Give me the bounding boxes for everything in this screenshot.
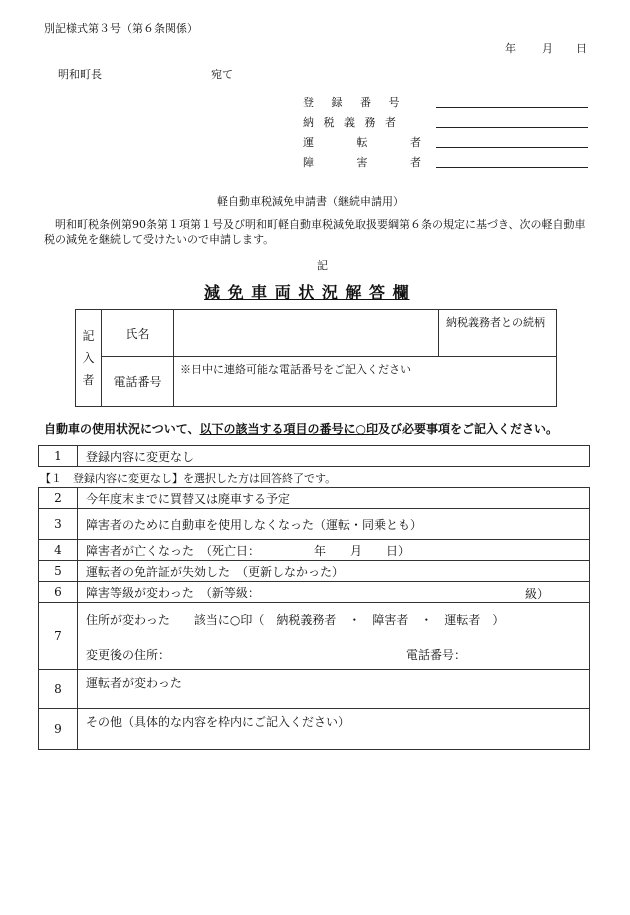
item-text-2: 今年度末までに買替又は廃車する予定 [78,488,590,509]
item-cell-7 [78,603,590,670]
date-day: 日 [576,42,587,55]
addressee-suffix: 宛て [211,68,233,81]
registration-number-field[interactable] [436,94,588,108]
item-row-6[interactable] [39,582,590,603]
recorder-side-char-3: 者 [82,373,95,387]
recorder-table [75,309,557,407]
item-number-4[interactable]: 4 [39,540,78,561]
instructions-underlined: 以下の該当する項目の番号に○印 [199,422,379,436]
applicant-label-registration: 登 録 番 号 [303,96,400,109]
applicant-label-disabled: 障 害 者 [303,156,421,169]
recorder-side-char-1: 記 [82,329,95,343]
phone-input-cell[interactable]: ※日中に連絡可能な電話番号をご記入ください [174,357,557,407]
item-number-2[interactable]: 2 [39,488,78,509]
item-row-2[interactable] [39,488,590,509]
instructions-before: 自動車の使用状況について、 [44,422,200,436]
recorder-side-char-2: 入 [82,351,95,365]
name-input-cell[interactable] [174,310,439,357]
applicant-label-taxpayer: 納 税 義 務 者 [303,116,396,129]
name-label: 氏名 [102,310,174,357]
applicant-label-driver: 運 転 者 [303,136,421,149]
instructions-after: 及び必要事項をご記入ください。 [378,422,559,436]
intro-text: 明和町税条例第90条第１項第１号及び明和町軽自動車税減免取扱要綱第６条の規定に基づき、次の軽自動車税の減免を継続して受けたいので申請します。 [44,218,586,246]
item-row-3[interactable] [39,509,590,540]
item-text-9[interactable]: その他（具体的な内容を枠内にご記入ください） [78,709,590,750]
recorder-side-label [76,310,102,407]
item-text-6: 障害等級が変わった （新等級： [86,585,260,600]
driver-field[interactable] [436,134,588,148]
item-number-3[interactable]: 3 [39,509,78,540]
instructions [44,420,558,437]
section-title: 減 免 車 両 状 況 解 答 欄 [204,283,410,302]
item-row-5[interactable] [39,561,590,582]
item-row-4[interactable] [39,540,590,561]
item-row-7[interactable] [39,603,590,670]
grade-suffix: 級） [524,587,549,601]
item-row-8[interactable] [39,670,590,709]
item-text-3: 障害者のために自動車を使用しなくなった（運転・同乗とも） [78,509,590,540]
item-text-1: 登録内容に変更なし [78,446,590,467]
form-number: 別記様式第３号（第６条関係） [44,22,198,35]
item-number-1[interactable]: 1 [39,446,78,467]
item-row-9[interactable] [39,709,590,750]
date-month: 月 [542,42,553,55]
date-year: 年 [505,42,516,55]
item-number-7[interactable]: 7 [39,603,78,670]
item-number-9[interactable]: 9 [39,709,78,750]
item-text-8: 運転者が変わった [78,670,590,709]
item1-table [38,445,590,467]
phone-label: 電話番号 [102,357,174,407]
item-cell-6 [78,582,590,603]
item-number-6[interactable]: 6 [39,582,78,603]
item-text-7: 住所が変わった 該当に○印（ 納税義務者 ・ 障害者 ・ 運転者 ） [86,613,505,627]
item-number-5[interactable]: 5 [39,561,78,582]
item-number-8[interactable]: 8 [39,670,78,709]
new-phone-label[interactable]: 電話番号： [406,648,467,662]
items-table [38,487,590,750]
item-row-1[interactable] [39,446,590,467]
document-title: 軽自動車税減免申請書（継続申請用） [217,195,404,208]
addressee-name: 明和町長 [58,68,102,81]
item-text-5: 運転者の免許証が失効した （更新しなかった） [78,561,590,582]
item1-note: 【１ 登録内容に変更なし】を選択した方は回答終了です。 [40,472,337,485]
relation-label: 納税義務者との続柄 [439,310,557,357]
disabled-person-field[interactable] [436,154,588,168]
ki-label: 記 [317,259,328,272]
new-address-label[interactable]: 変更後の住所： [86,648,171,662]
item-text-4: 障害者が亡くなった （死亡日： 年 月 日） [78,540,590,561]
taxpayer-field[interactable] [436,114,588,128]
